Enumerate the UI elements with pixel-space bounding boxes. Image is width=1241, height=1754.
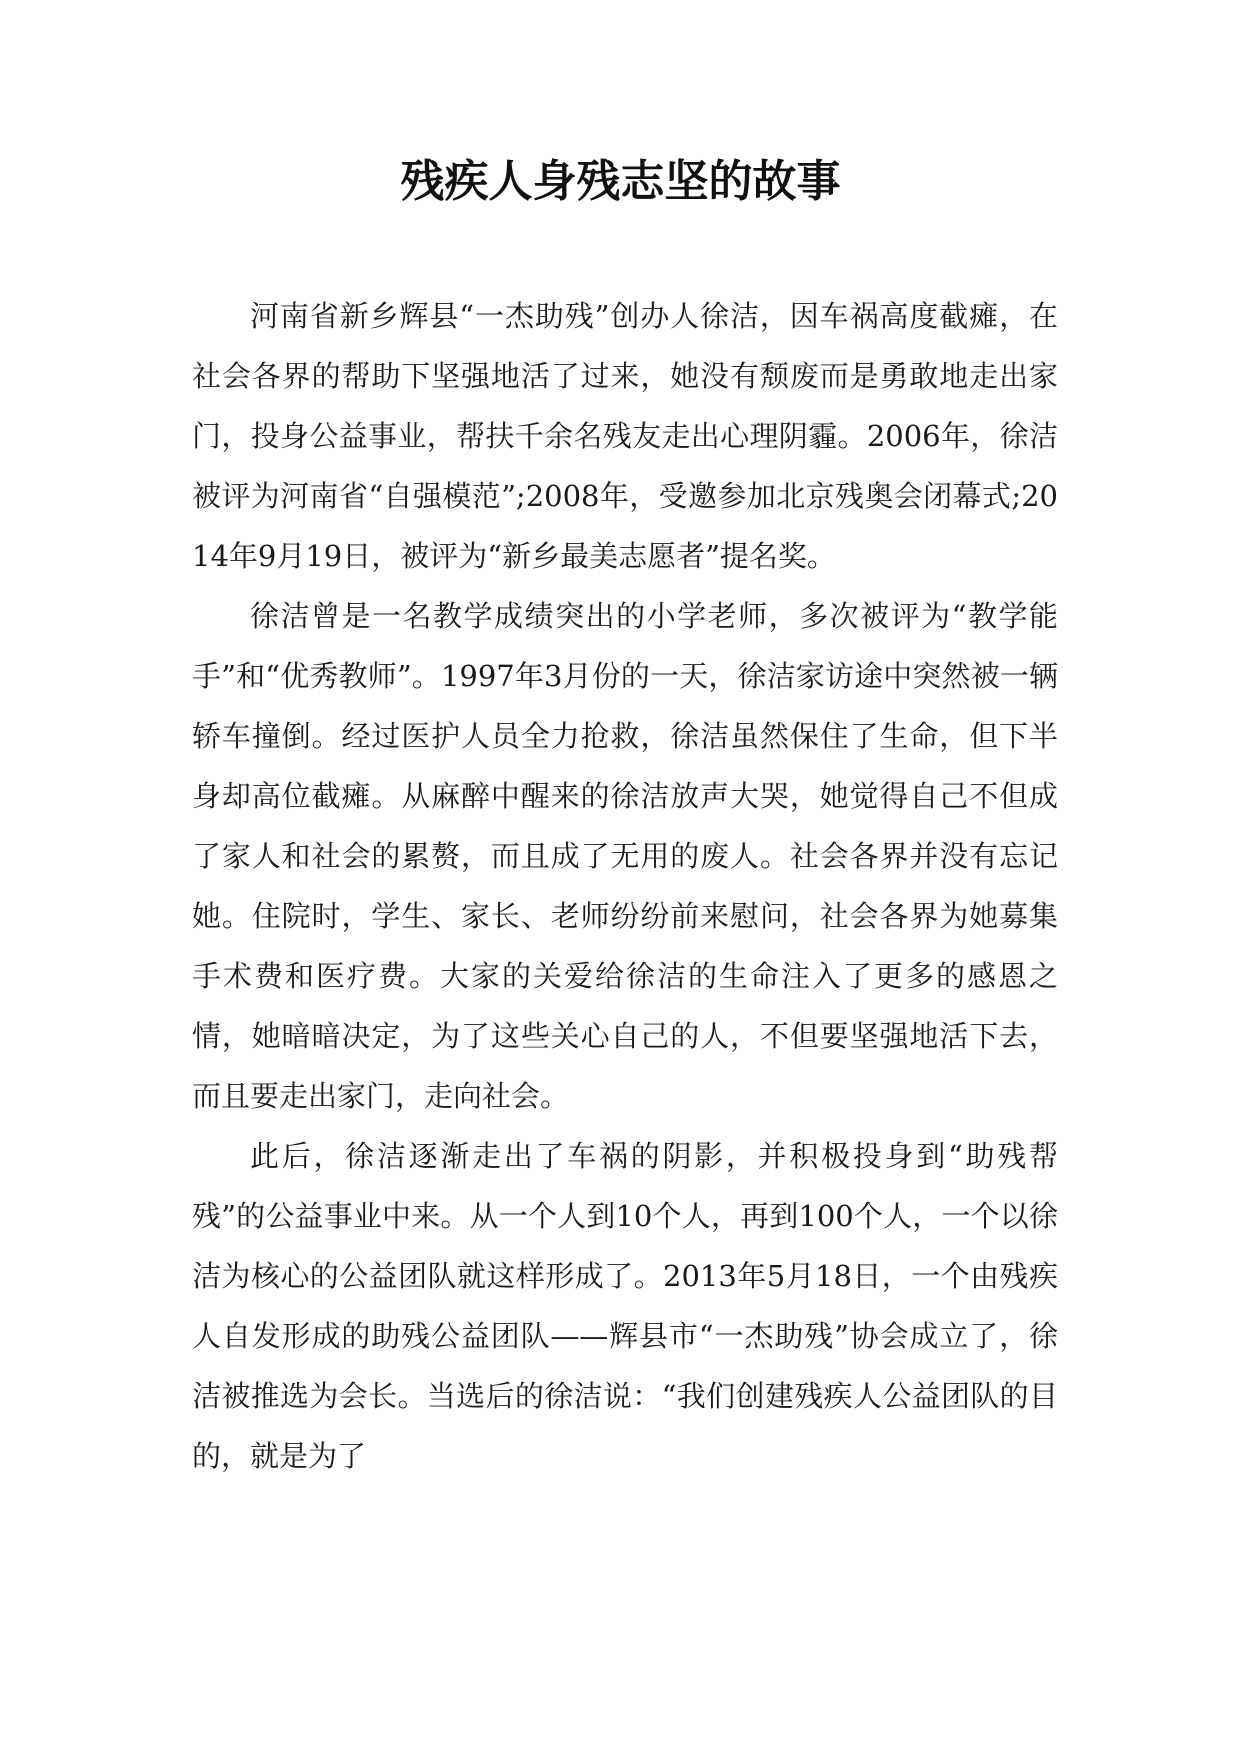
paragraph-2: 徐洁曾是一名教学成绩突出的小学老师，多次被评为“教学能手”和“优秀教师”。1997年3月份的一天，徐洁家访途中突然被一辆轿车撞倒。经过医护人员全力抢救，徐洁虽然保住了生命，但下半身却高位截瘫。从麻醉中醒来的徐洁放声大哭，她觉得自己不但成了家人和社会的累赘，而且成了无用的废人。社会各界并没有忘记她。住院时，学生、家长、老师纷纷前来慰问，社会各界为她募集手术费和医疗费。大家的关爱给徐洁的生命注入了更多的感恩之情，她暗暗决定，为了这些关心自己的人，不但要坚强地活下去，而且要走出家门，走向社会。 [192,599,1058,1113]
paragraph-1: 河南省新乡辉县“一杰助残”创办人徐洁，因车祸高度截瘫，在社会各界的帮助下坚强地活了过来，她没有颓废而是勇敢地走出家门，投身公益事业，帮扶千余名残友走出心理阴霾。2006年，徐洁被评为河南省“自强模范”;2008年，受邀参加北京残奥会闭幕式;2014年9月19日，被评为“新乡最美志愿者”提名奖。 [192,299,1058,573]
paragraph-3: 此后，徐洁逐渐走出了车祸的阴影，并积极投身到“助残帮残”的公益事业中来。从一个人到10个人，再到100个人，一个以徐洁为核心的公益团队就这样形成了。2013年5月18日，一个由残疾人自发形成的助残公益团队——辉县市“一杰助残”协会成立了，徐洁被推选为会长。当选后的徐洁说：“我们创建残疾人公益团队的目的，就是为了 [192,1139,1058,1473]
document-body [192,286,1058,1486]
document-title: 残疾人身残志坚的故事 [400,156,841,207]
